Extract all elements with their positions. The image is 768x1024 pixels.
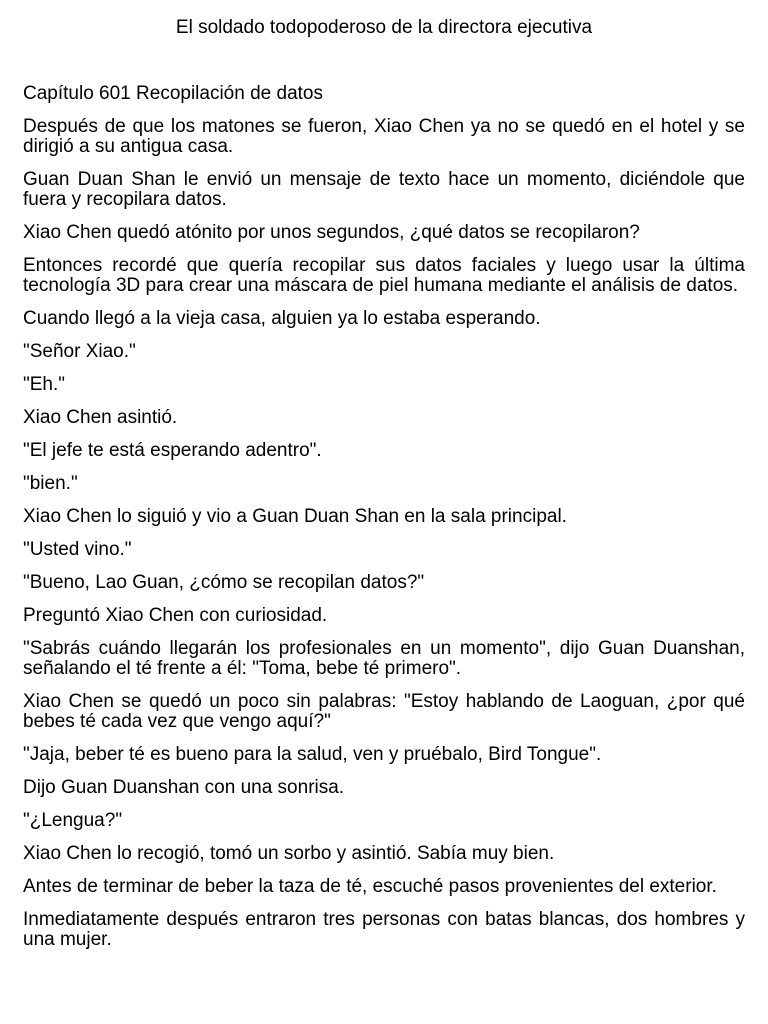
paragraph: "Eh." [23, 374, 66, 395]
paragraph: Preguntó Xiao Chen con curiosidad. [23, 605, 328, 626]
paragraph: Xiao Chen lo siguió y vio a Guan Duan Shan en la sala principal. [23, 506, 567, 527]
paragraph: "Sabrás cuándo llegarán los profesionales en un momento", dijo Guan Duanshan, señalando el té frente a él: "Toma, bebe té primero". [23, 638, 745, 679]
paragraph: Entonces recordé que quería recopilar sus datos faciales y luego usar la última tecnología 3D para crear una máscara de piel humana mediante el análisis de datos. [23, 255, 745, 296]
paragraph: Xiao Chen asintió. [23, 407, 178, 428]
paragraph: Inmediatamente después entraron tres personas con batas blancas, dos hombres y una mujer. [23, 909, 745, 950]
paragraph: Xiao Chen lo recogió, tomó un sorbo y asintió. Sabía muy bien. [23, 843, 555, 864]
paragraph: "bien." [23, 473, 78, 494]
paragraph: Cuando llegó a la vieja casa, alguien ya lo estaba esperando. [23, 308, 541, 329]
paragraph: Antes de terminar de beber la taza de té, escuché pasos provenientes del exterior. [23, 876, 717, 897]
paragraph: Después de que los matones se fueron, Xiao Chen ya no se quedó en el hotel y se dirigió a su antigua casa. [23, 116, 745, 157]
paragraph: Guan Duan Shan le envió un mensaje de texto hace un momento, diciéndole que fuera y recopilara datos. [23, 169, 745, 210]
paragraph: Dijo Guan Duanshan con una sonrisa. [23, 777, 345, 798]
chapter-title: Capítulo 601 Recopilación de datos [23, 83, 323, 104]
chapter-content [23, 84, 745, 963]
book-title: El soldado todopoderoso de la directora ejecutiva [175, 17, 593, 38]
paragraph: Xiao Chen quedó atónito por unos segundos, ¿qué datos se recopilaron? [23, 222, 640, 243]
paragraph: "Jaja, beber té es bueno para la salud, ven y pruébalo, Bird Tongue". [23, 744, 602, 765]
paragraph: "¿Lengua?" [23, 810, 123, 831]
paragraph: Xiao Chen se quedó un poco sin palabras: "Estoy hablando de Laoguan, ¿por qué bebes té cada vez que vengo aquí?" [23, 691, 745, 732]
paragraph: "Usted vino." [23, 539, 132, 560]
paragraph: "Señor Xiao." [23, 341, 136, 362]
paragraph: "El jefe te está esperando adentro". [23, 440, 322, 461]
paragraph: "Bueno, Lao Guan, ¿cómo se recopilan datos?" [23, 572, 425, 593]
